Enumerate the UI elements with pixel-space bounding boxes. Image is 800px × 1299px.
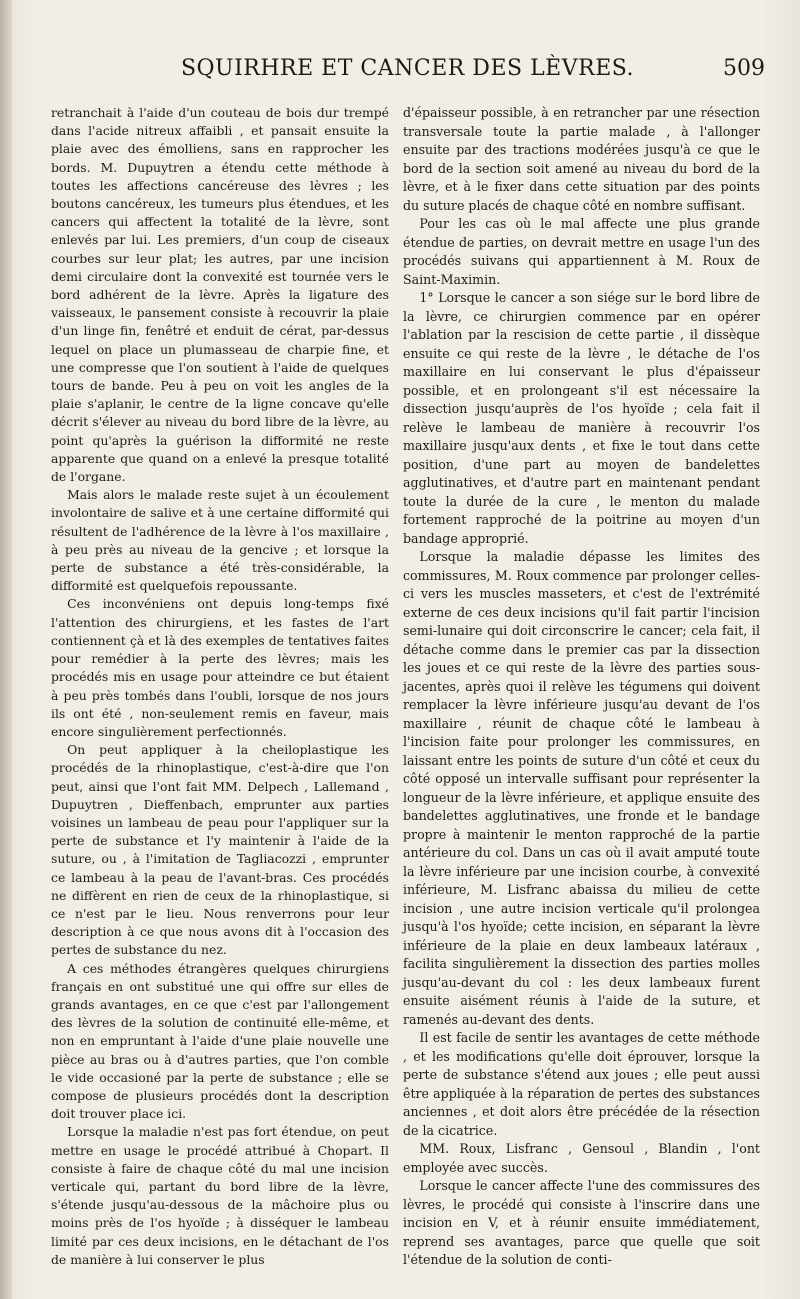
paragraph: Lorsque le cancer affecte l'une des commissures des lèvres, le procédé qui consiste à l'inscrire dans une incision en V, et à réunir ensuite immédiatement, reprend ses avantages, parce que quelle que soit l'étendue de la solution de conti- xyxy=(403,1178,760,1267)
paragraph: MM. Roux, Lisfranc , Gensoul , Blandin , l'ont employée avec succès. xyxy=(403,1141,760,1175)
paragraph: Lorsque la maladie n'est pas fort étendue, on peut mettre en usage le procédé attribué à Chopart. Il consiste à faire de chaque côté du mal une incision verticale qui, partant du bord libre de la lèvre, s'étende jusqu'au-dessous de la mâchoire plus ou moins près de l'os hyoïde ; à disséquer le lambeau limité par ces deux incisions, en le détachant de l'os de manière à lui conserver le plus xyxy=(51,1124,389,1267)
paragraph: Il est facile de sentir les avantages de cette méthode , et les modifications qu'elle doit éprouver, lorsque la perte de substance s'étend aux joues ; elle peut aussi être appliquée à la réparation de pertes des substances anciennes , et doit alors être précédée de la résection de la cicatrice. xyxy=(403,1030,760,1138)
paragraph: Lorsque la maladie dépasse les limites des commissures, M. Roux commence par prolonger celles-ci vers les muscles masseters, et c'est de l'extrémité externe de ces deux incisions qu'il fait partir l'incision semi-lunaire qui doit circonscrire le cancer; cela fait, il détache comme dans le premier cas par la dissection les joues et ce qui reste de la lèvre des parties sous-jacentes, après quoi il relève les tégumens qui doivent remplacer la lèvre inférieure jusqu'au devant de l'os maxillaire , réunit de chaque côté le lambeau à l'incision faite pour prolonger les commissures, en laissant entre les points de suture d'un côté et ceux du côté opposé un intervalle suffisant pour représenter la longueur de la lèvre inférieure, et applique ensuite des bandelettes agglutinatives, une fronde et le bandage propre à maintenir le menton rapproché de la partie antérieure du col. Dans un cas où il avait amputé toute la lèvre inférieure par une incision courbe, à convexité inférieure, M. Lisfranc abaissa du milieu de cette incision , une autre incision verticale qu'il prolongea jusqu'à l'os hyoïde; cette incision, en séparant la lèvre inférieure de la plaie en deux lambeaux latéraux , facilita singulièrement la dissection des parties molles jusqu'au-devant du col : les deux lambeaux furent ensuite aisément réunis à l'aide de la suture, et ramenés au-devant des dents. xyxy=(403,549,760,1027)
running-title: SQUIRHRE ET CANCER DES LÈVRES. xyxy=(180,56,635,81)
page-number: 509 xyxy=(723,56,765,81)
page-binding-shadow xyxy=(0,0,12,1299)
paragraph: retranchait à l'aide d'un couteau de bois dur trempé dans l'acide nitreux affaibli , et pansait ensuite la plaie avec des émolliens, sans en rapprocher les bords. M. Dupuytren a étendu cette méthode à toutes les affections cancéreuse des lèvres ; les boutons cancéreux, les tumeurs plus étendues, et les cancers qui affectent la totalité de la lèvre, sont enlevés par lui. Les premiers, d'un coup de ciseaux courbes sur leur plat; les autres, par une incision demi circulaire dont la convexité est tournée vers le bord adhérent de la lèvre. Après la ligature des vaisseaux, le pansement consiste à recouvrir la plaie d'un linge fin, fenêtré et enduit de cérat, par-dessus lequel on place un plumasseau de charpie fine, et une compresse que l'on soutient à l'aide de quelques tours de bande. Peu à peu on voit les angles de la plaie s'aplanir, le centre de la ligne concave qu'elle décrit s'élever au niveau du bord libre de la lèvre, au point qu'après la guérison la difformité ne reste apparente que quand on a enlevé la presque totalité de l'organe. xyxy=(51,105,389,485)
paragraph: 1° Lorsque le cancer a son siége sur le bord libre de la lèvre, ce chirurgien commence par en opérer l'ablation par la rescision de cette partie , il dissèque ensuite ce qui reste de la lèvre , le détache de l'os maxillaire en lui conservant le plus d'épaisseur possible, et en prolongeant s'il est nécessaire la dissection jusqu'auprès de l'os hyoïde ; cela fait il relève le lambeau de manière à recouvrir l'os maxillaire jusqu'aux dents , et fixe le tout dans cette position, d'une part au moyen de bandelettes agglutinatives, et d'autre part en maintenant pendant toute la durée de la cure , le menton du malade fortement rapproché de la poitrine au moyen d'un bandage approprié. xyxy=(403,290,760,546)
paragraph: Mais alors le malade reste sujet à un écoulement involontaire de salive et à une certaine difformité qui résultent de l'adhérence de la lèvre à l'os maxillaire , à peu près au niveau de la gencive ; et lorsque la perte de substance a été très-considérable, la difformité est quelquefois repoussante. xyxy=(51,487,389,594)
paragraph: On peut appliquer à la cheiloplastique les procédés de la rhinoplastique, c'est-à-dire que l'on peut, ainsi que l'ont fait MM. Delpech , Lallemand , Dupuytren , Dieffenbach, emprunter aux parties voisines un lambeau de peau pour l'appliquer sur la perte de substance et l'y maintenir à l'aide de la suture, ou , à l'imitation de Tagliacozzi , emprunter ce lambeau à la peau de l'avant-bras. Ces procédés ne diffèrent en rien de ceux de la rhinoplastique, si ce n'est par le lieu. Nous renverrons pour leur description à ce que nous avons dit à l'occasion des pertes de substance du nez. xyxy=(51,742,389,958)
running-header xyxy=(50,56,765,92)
paragraph: A ces méthodes étrangères quelques chirurgiens français en ont substitué une qui offre sur elles de grands avantages, en ce que c'est par l'allongement des lèvres de la solution de continuité elle-même, et non en empruntant à l'aide d'une plaie nouvelle une pièce au bras ou à d'autres parties, que l'on comble le vide occasioné par la perte de substance ; elle se compose de plusieurs procédés dont la description doit trouver place ici. xyxy=(51,960,389,1122)
left-column xyxy=(51,104,389,1269)
right-column xyxy=(403,104,760,1270)
paragraph: d'épaisseur possible, à en retrancher par une résection transversale toute la partie malade , à l'allonger ensuite par des tractions modérées jusqu'à ce que le bord de la section soit amené au niveau du bord de la lèvre, et à le fixer dans cette situation par des points du suture placés de chaque côté en nombre suffisant. xyxy=(403,105,760,213)
paragraph: Pour les cas où le mal affecte une plus grande étendue de parties, on devrait mettre en usage l'un des procédés suivans qui appartiennent à M. Roux de Saint-Maximin. xyxy=(403,216,760,287)
paragraph: Ces inconvéniens ont depuis long-temps fixé l'attention des chirurgiens, et les fastes de l'art contiennent çà et là des exemples de tentatives faites pour remédier à la perte des lèvres; mais les procédés mis en usage pour atteindre ce but étaient à peu près tombés dans l'oubli, lorsque de nos jours ils ont été , non-seulement remis en faveur, mais encore singulièrement perfectionnés. xyxy=(51,596,389,739)
